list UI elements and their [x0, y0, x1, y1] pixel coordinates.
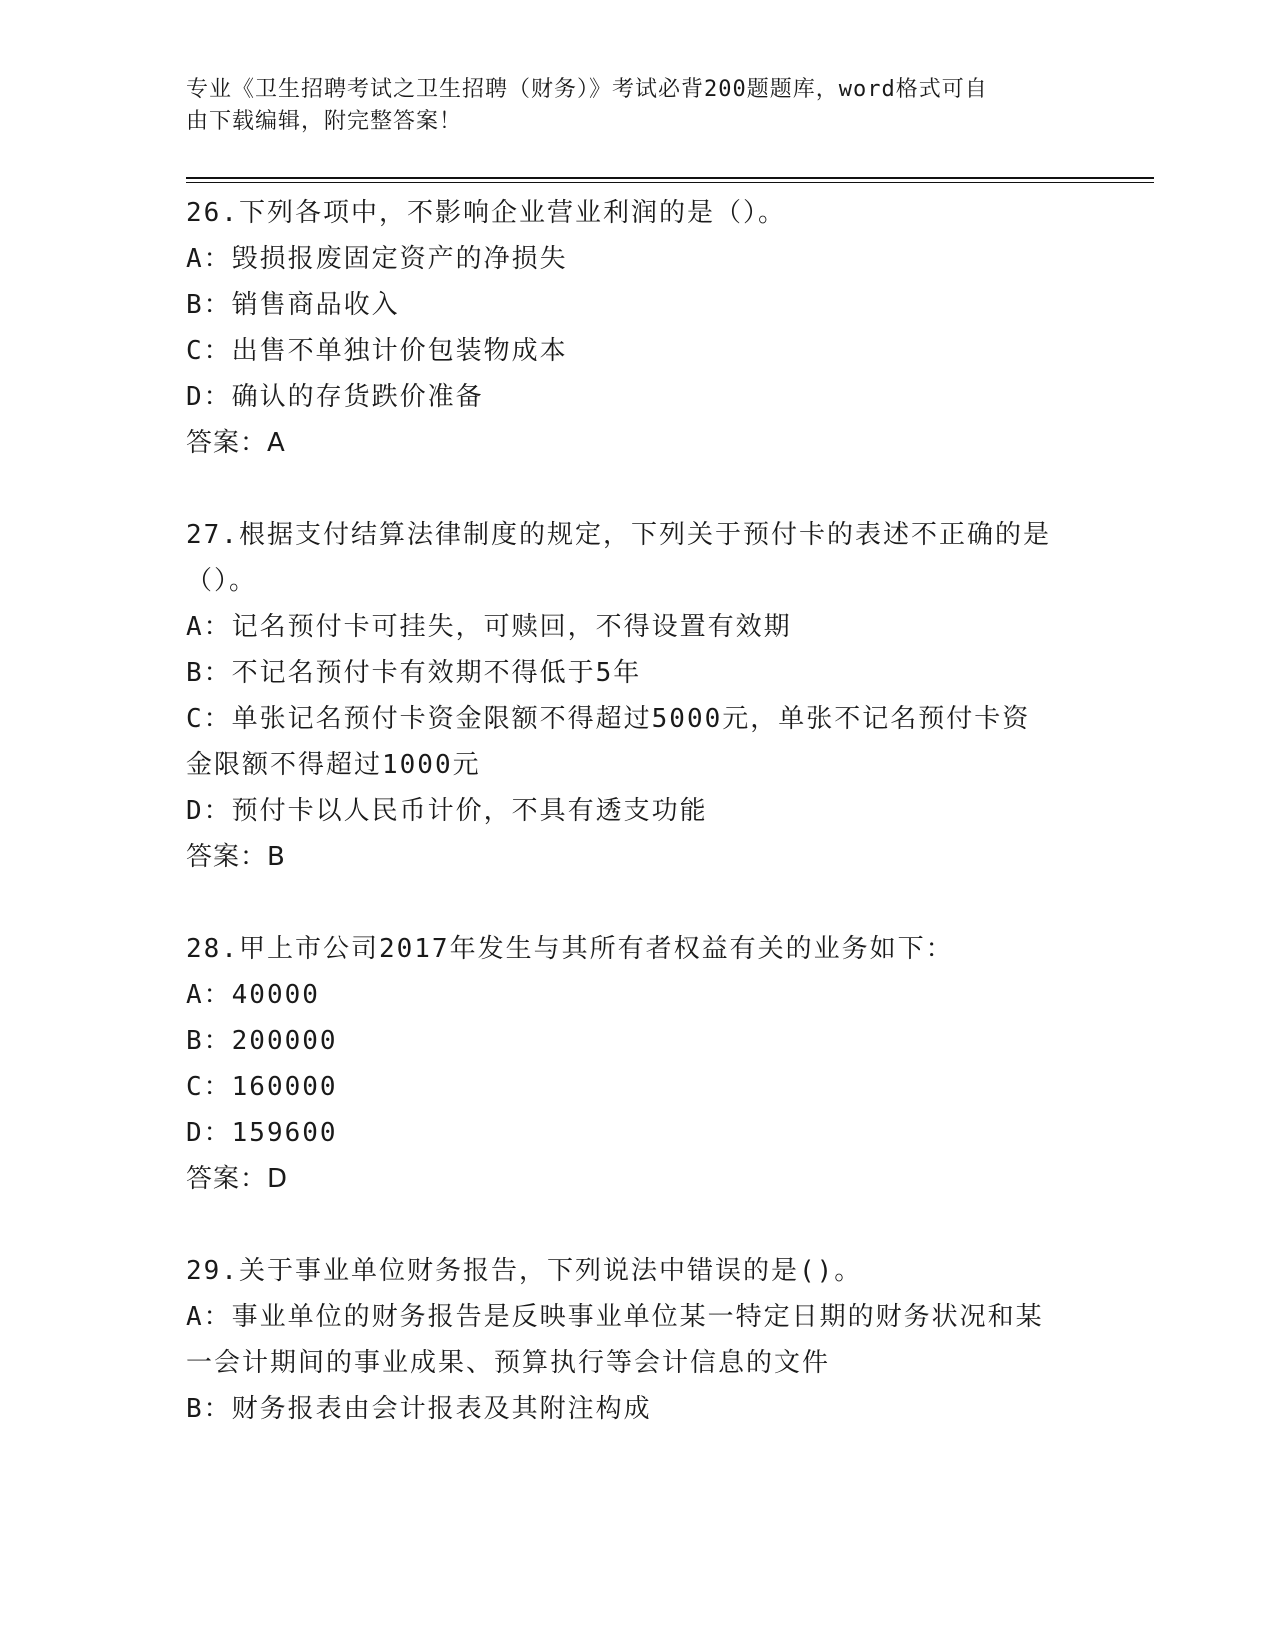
option-item: C：出售不单独计价包装物成本 — [186, 336, 568, 366]
answer-line: 答案：D — [186, 1164, 289, 1194]
option-item: B：200000 — [186, 1026, 338, 1056]
option-item: 金限额不得超过1000元 — [186, 750, 481, 780]
header-line-1: 专业《卫生招聘考试之卫生招聘（财务）》考试必背200题题库，word格式可自 — [186, 77, 988, 102]
option-item: B：销售商品收入 — [186, 290, 400, 320]
question-spacer — [186, 466, 1086, 512]
question-list — [186, 190, 1086, 1432]
question-spacer — [186, 1202, 1086, 1248]
option-item: C：160000 — [186, 1072, 338, 1102]
question-block — [186, 1248, 1086, 1432]
question-stem: （）。 — [186, 566, 258, 596]
header-line-2: 由下载编辑，附完整答案！ — [186, 109, 463, 134]
option-item: A：记名预付卡可挂失，可赎回，不得设置有效期 — [186, 612, 792, 642]
option-item: D：159600 — [186, 1118, 338, 1148]
header-divider-thin — [186, 182, 1154, 183]
question-block — [186, 190, 1086, 466]
question-spacer — [186, 880, 1086, 926]
question-stem: 28.甲上市公司2017年发生与其所有者权益有关的业务如下： — [186, 934, 954, 964]
header-divider-thick — [186, 177, 1154, 179]
question-stem: 27.根据支付结算法律制度的规定，下列关于预付卡的表述不正确的是 — [186, 520, 1051, 550]
option-item: C：单张记名预付卡资金限额不得超过5000元，单张不记名预付卡资 — [186, 704, 1031, 734]
answer-line: 答案：B — [186, 842, 286, 872]
option-item: A：事业单位的财务报告是反映事业单位某一特定日期的财务状况和某 — [186, 1302, 1044, 1332]
question-block — [186, 512, 1086, 880]
option-item: B：不记名预付卡有效期不得低于5年 — [186, 658, 642, 688]
question-stem: 29.关于事业单位财务报告，下列说法中错误的是()。 — [186, 1256, 863, 1286]
option-item: A：毁损报废固定资产的净损失 — [186, 244, 568, 274]
document-header — [186, 74, 1086, 138]
option-item: 一会计期间的事业成果、预算执行等会计信息的文件 — [186, 1348, 831, 1378]
question-stem: 26.下列各项中，不影响企业营业利润的是（）。 — [186, 198, 786, 228]
option-item: D：确认的存货跌价准备 — [186, 382, 484, 412]
option-item: D：预付卡以人民币计价，不具有透支功能 — [186, 796, 708, 826]
option-item: A：40000 — [186, 980, 320, 1010]
option-item: B：财务报表由会计报表及其附注构成 — [186, 1394, 652, 1424]
answer-line: 答案：A — [186, 428, 286, 458]
question-block — [186, 926, 1086, 1202]
